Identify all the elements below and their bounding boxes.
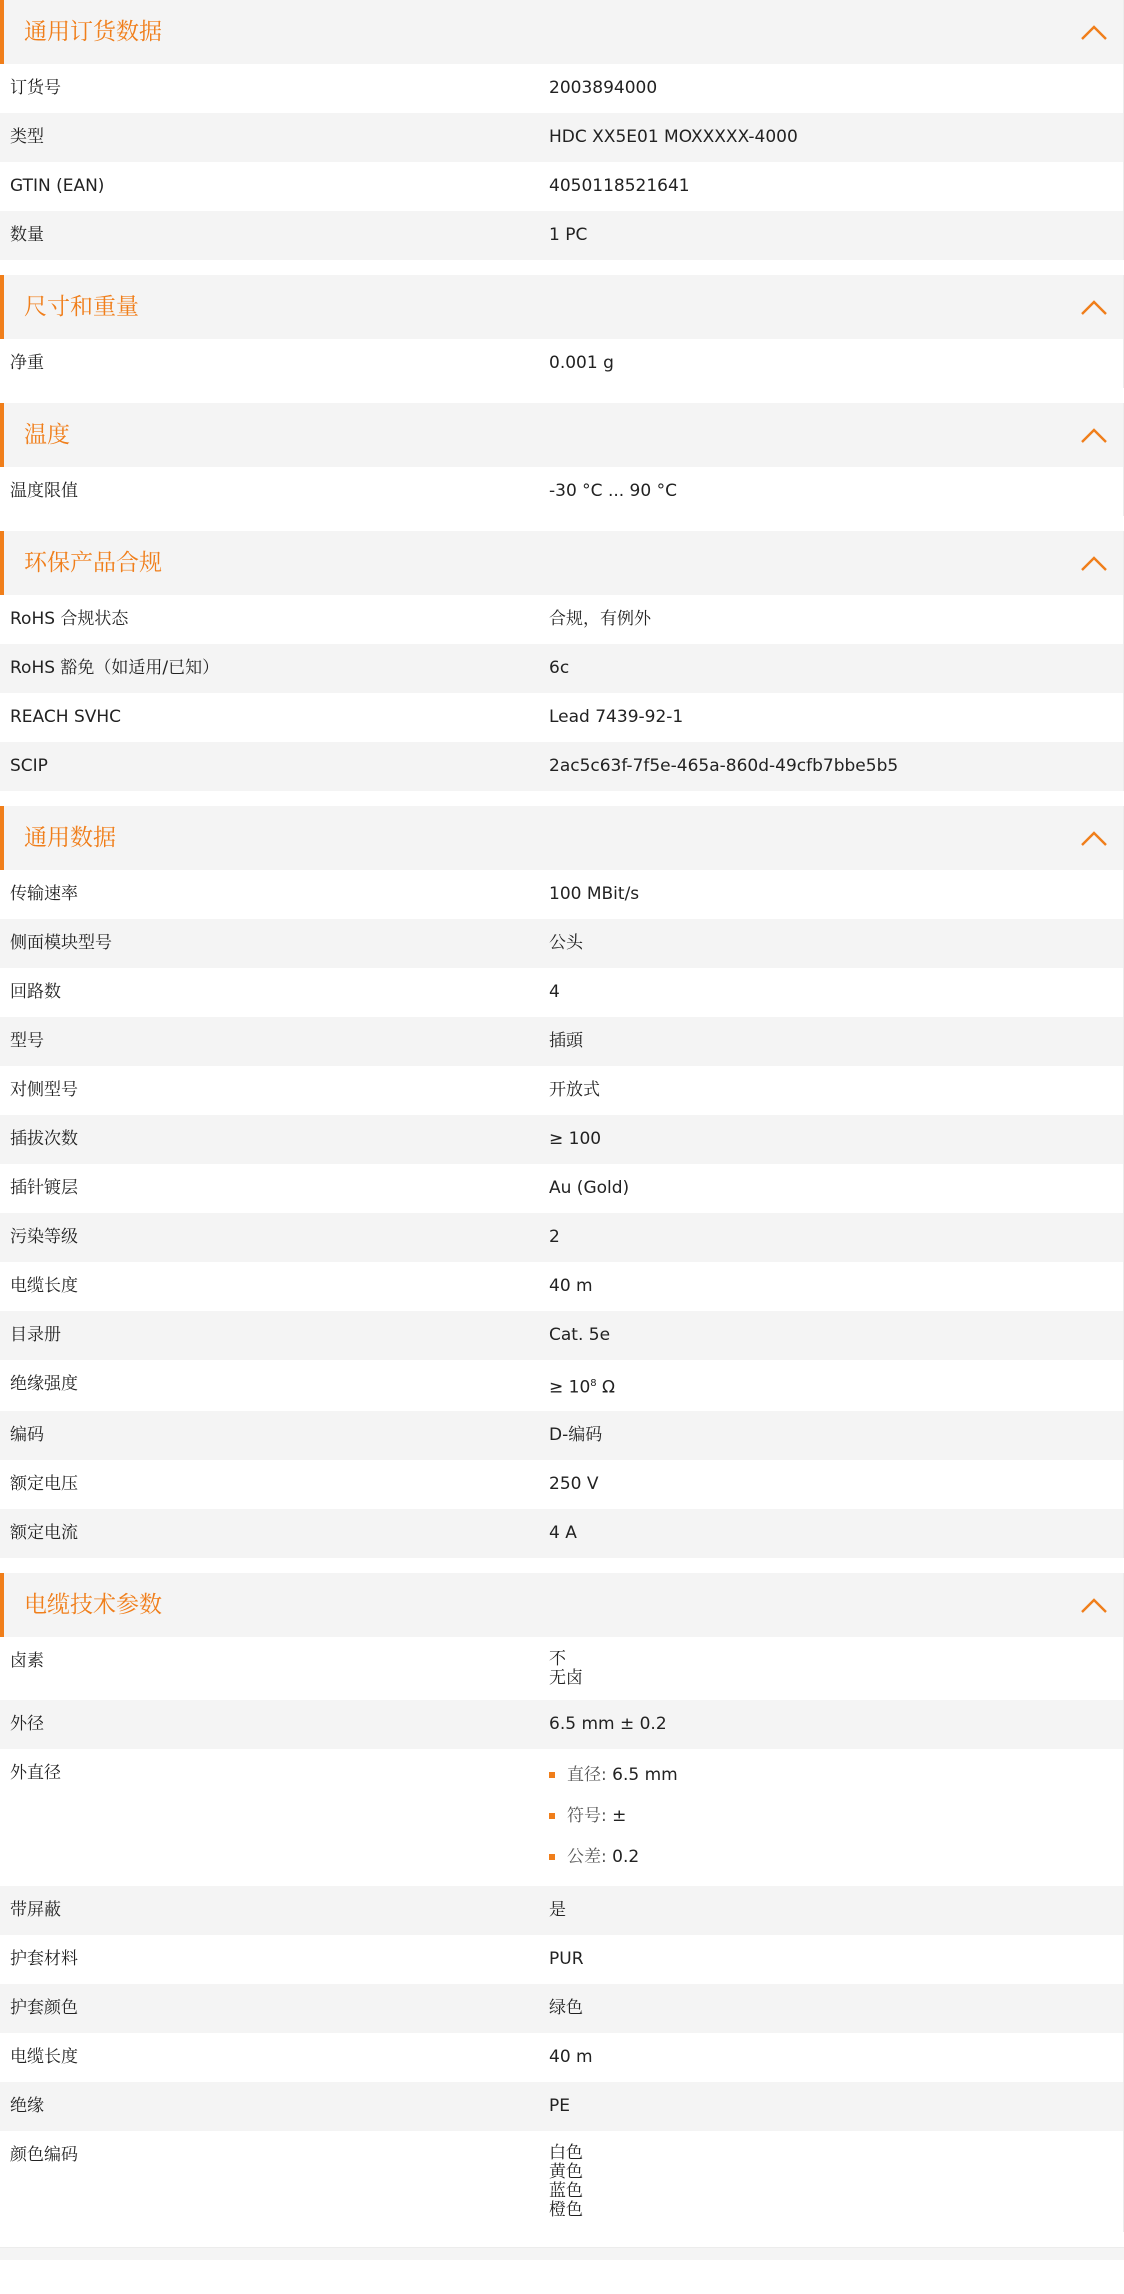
spec-value-text: 2ac5c63f-7f5e-465a-860d-49cfb7bbe5b5 bbox=[549, 756, 899, 776]
spec-row bbox=[0, 870, 1123, 919]
spec-value bbox=[539, 968, 1123, 1017]
spec-row bbox=[0, 162, 1123, 211]
spec-label: 侧面模块型号 bbox=[10, 933, 112, 953]
spec-label: 电缆长度 bbox=[10, 2046, 78, 2067]
spec-row bbox=[0, 595, 1123, 644]
spec-row bbox=[0, 1460, 1123, 1509]
spec-value-text: 1 PC bbox=[549, 225, 588, 245]
spec-row bbox=[0, 919, 1123, 968]
spec-value-text: 250 V bbox=[549, 1473, 599, 1494]
spec-value-line: 白色 bbox=[549, 2142, 583, 2163]
spec-label: 传输速率 bbox=[10, 884, 78, 904]
spec-value bbox=[539, 693, 1123, 742]
spec-value-line: 黄色 bbox=[549, 2161, 583, 2182]
spec-value-line: 橙色 bbox=[549, 2199, 583, 2220]
square-bullet-icon bbox=[549, 1813, 555, 1819]
section-body bbox=[0, 64, 1123, 260]
section-title: 通用订货数据 bbox=[24, 19, 162, 45]
section-title: 温度 bbox=[24, 422, 70, 448]
spec-value bbox=[539, 1935, 1123, 1984]
spec-value bbox=[539, 1460, 1123, 1509]
spec-value bbox=[539, 467, 1123, 516]
spec-label: 净重 bbox=[10, 353, 44, 373]
spec-label: 污染等级 bbox=[10, 1227, 78, 1247]
spec-value-text: PE bbox=[549, 2095, 570, 2116]
spec-row bbox=[0, 1115, 1123, 1164]
chevron-up-icon[interactable] bbox=[1079, 553, 1109, 573]
spec-value bbox=[539, 1509, 1123, 1558]
spec-row bbox=[0, 644, 1123, 693]
spec-value bbox=[539, 1886, 1123, 1935]
section-header[interactable] bbox=[0, 531, 1123, 595]
spec-row bbox=[0, 1262, 1123, 1311]
spec-value-text: 4 A bbox=[549, 1522, 577, 1543]
spec-row bbox=[0, 742, 1123, 791]
spec-row bbox=[0, 2082, 1123, 2131]
square-bullet-icon bbox=[549, 1772, 555, 1778]
section-body bbox=[0, 1637, 1123, 2232]
spec-value bbox=[539, 1164, 1123, 1213]
spec-value-text: Lead 7439-92-1 bbox=[549, 707, 684, 727]
spec-row bbox=[0, 1213, 1123, 1262]
spec-value-text: 0.001 g bbox=[549, 353, 614, 373]
spec-value bbox=[539, 1411, 1123, 1460]
spec-value bbox=[539, 2131, 1123, 2232]
spec-value-text: -30 °C ... 90 °C bbox=[549, 481, 677, 501]
spec-value bbox=[539, 1311, 1123, 1360]
section-body bbox=[0, 870, 1123, 1558]
spec-row bbox=[0, 1886, 1123, 1935]
spec-section bbox=[0, 403, 1124, 516]
spec-value bbox=[539, 64, 1123, 113]
spec-row bbox=[0, 1411, 1123, 1460]
section-body bbox=[0, 467, 1123, 516]
spec-value-text: D-编码 bbox=[549, 1424, 603, 1445]
section-header[interactable] bbox=[0, 0, 1123, 64]
spec-label: REACH SVHC bbox=[10, 707, 122, 727]
spec-value-text: 4050118521641 bbox=[549, 176, 690, 196]
spec-label: 温度限值 bbox=[10, 481, 78, 501]
spec-value-line: 不 bbox=[549, 1648, 566, 1669]
spec-value bbox=[539, 162, 1123, 211]
spec-value bbox=[539, 339, 1123, 388]
spec-row bbox=[0, 1637, 1123, 1700]
spec-list-item bbox=[549, 1805, 1113, 1827]
spec-row bbox=[0, 1984, 1123, 2033]
spec-label: 型号 bbox=[10, 1031, 44, 1051]
spec-label: 回路数 bbox=[10, 982, 61, 1002]
spec-label: 卤素 bbox=[10, 1650, 44, 1671]
section-title: 通用数据 bbox=[24, 825, 116, 851]
spec-label: RoHS 合规状态 bbox=[10, 609, 129, 629]
section-title: 电缆技术参数 bbox=[24, 1591, 162, 1618]
spec-value-text: 2 bbox=[549, 1227, 560, 1247]
spec-value bbox=[539, 1700, 1123, 1749]
spec-value bbox=[539, 1984, 1123, 2033]
spec-value-text: Cat. 5e bbox=[549, 1325, 611, 1345]
spec-value bbox=[539, 1262, 1123, 1311]
spec-label: 目录册 bbox=[10, 1325, 61, 1345]
spec-value-text: 6c bbox=[549, 658, 570, 678]
spec-list-key: 直径: bbox=[567, 1764, 607, 1785]
spec-list-key: 公差: bbox=[567, 1846, 607, 1867]
spec-value-text: 开放式 bbox=[549, 1080, 600, 1100]
spec-row bbox=[0, 1935, 1123, 1984]
spec-value bbox=[539, 644, 1123, 693]
spec-label: 插针镀层 bbox=[10, 1178, 78, 1198]
spec-row bbox=[0, 1066, 1123, 1115]
spec-value bbox=[539, 2082, 1123, 2131]
spec-value-unit: Ω bbox=[596, 1377, 616, 1398]
spec-list-value: 0.2 bbox=[612, 1846, 640, 1867]
spec-section bbox=[0, 275, 1124, 388]
section-title: 环保产品合规 bbox=[24, 550, 162, 576]
spec-row bbox=[0, 693, 1123, 742]
spec-label: 外直径 bbox=[10, 1762, 61, 1783]
spec-value-line: 蓝色 bbox=[549, 2180, 583, 2201]
spec-value bbox=[539, 1066, 1123, 1115]
spec-value-text: 合规，有例外 bbox=[549, 609, 651, 629]
section-title: 尺寸和重量 bbox=[24, 294, 139, 320]
spec-label: 数量 bbox=[10, 225, 44, 245]
spec-label: 额定电流 bbox=[10, 1522, 78, 1543]
spec-value bbox=[539, 1017, 1123, 1066]
spec-value bbox=[539, 919, 1123, 968]
spec-value bbox=[539, 1360, 1123, 1411]
spec-list-item bbox=[549, 1846, 1113, 1868]
spec-row bbox=[0, 339, 1123, 388]
spec-row bbox=[0, 968, 1123, 1017]
spec-value-text: 40 m bbox=[549, 2046, 593, 2067]
chevron-up-icon[interactable] bbox=[1079, 22, 1109, 42]
spec-value bbox=[539, 1749, 1123, 1886]
spec-label: 护套颜色 bbox=[10, 1997, 78, 2018]
spec-row bbox=[0, 467, 1123, 516]
spec-value-text: HDC XX5E01 MOXXXXX-4000 bbox=[549, 127, 798, 147]
spec-value-text: 是 bbox=[549, 1899, 566, 1920]
spec-section bbox=[0, 806, 1124, 1558]
section-header[interactable] bbox=[0, 275, 1123, 339]
section-header[interactable] bbox=[0, 806, 1123, 870]
spec-row bbox=[0, 2033, 1123, 2082]
spec-value bbox=[539, 1637, 1123, 1700]
spec-row bbox=[0, 1700, 1123, 1749]
spec-label: 带屏蔽 bbox=[10, 1899, 61, 1920]
spec-value-text: 4 bbox=[549, 982, 560, 1002]
spec-value-text: 绿色 bbox=[549, 1997, 583, 2018]
spec-value bbox=[539, 870, 1123, 919]
spec-value-text: 6.5 mm ± 0.2 bbox=[549, 1713, 667, 1734]
spec-value-text: 2003894000 bbox=[549, 78, 658, 98]
chevron-up-icon[interactable] bbox=[1079, 1595, 1109, 1615]
spec-value-line: 无卤 bbox=[549, 1667, 583, 1688]
chevron-up-icon[interactable] bbox=[1079, 297, 1109, 317]
spec-row bbox=[0, 1360, 1123, 1411]
spec-value-text: 100 MBit/s bbox=[549, 884, 640, 904]
spec-row bbox=[0, 1311, 1123, 1360]
spec-row bbox=[0, 2131, 1123, 2232]
spec-list-value: ± bbox=[612, 1805, 627, 1826]
spec-value-text: 40 m bbox=[549, 1276, 593, 1296]
spec-row bbox=[0, 64, 1123, 113]
spec-value-list bbox=[549, 1762, 1113, 1868]
page-footer-strip bbox=[0, 2247, 1124, 2260]
spec-label: 对侧型号 bbox=[10, 1080, 78, 1100]
spec-label: 绝缘强度 bbox=[10, 1374, 78, 1394]
spec-value bbox=[539, 2033, 1123, 2082]
spec-list-value: 6.5 mm bbox=[612, 1764, 678, 1785]
spec-value-text: PUR bbox=[549, 1948, 584, 1969]
spec-value bbox=[539, 211, 1123, 260]
spec-label: SCIP bbox=[10, 756, 48, 776]
spec-value-text: 插頭 bbox=[549, 1031, 583, 1051]
square-bullet-icon bbox=[549, 1854, 555, 1860]
spec-label: 订货号 bbox=[10, 78, 61, 98]
spec-value-text: ≥ 10 bbox=[549, 1377, 591, 1398]
spec-section bbox=[0, 0, 1124, 260]
spec-section bbox=[0, 531, 1124, 791]
section-body bbox=[0, 595, 1123, 791]
spec-list-key: 符号: bbox=[567, 1805, 607, 1826]
spec-value bbox=[539, 113, 1123, 162]
spec-value bbox=[539, 595, 1123, 644]
section-header[interactable] bbox=[0, 1573, 1123, 1637]
section-body bbox=[0, 339, 1123, 388]
spec-label: RoHS 豁免（如适用/已知） bbox=[10, 658, 220, 678]
spec-section bbox=[0, 1573, 1124, 2232]
spec-value-text: Au (Gold) bbox=[549, 1178, 630, 1198]
spec-label: GTIN (EAN) bbox=[10, 176, 105, 196]
spec-label: 编码 bbox=[10, 1424, 44, 1445]
spec-row bbox=[0, 113, 1123, 162]
spec-value-text: 公头 bbox=[549, 933, 583, 953]
section-header[interactable] bbox=[0, 403, 1123, 467]
spec-label: 绝缘 bbox=[10, 2095, 44, 2116]
spec-label: 颜色编码 bbox=[10, 2144, 78, 2165]
chevron-up-icon[interactable] bbox=[1079, 425, 1109, 445]
spec-value bbox=[539, 742, 1123, 791]
spec-value-text: ≥ 100 bbox=[549, 1129, 602, 1149]
spec-value bbox=[539, 1213, 1123, 1262]
spec-row bbox=[0, 1509, 1123, 1558]
chevron-up-icon[interactable] bbox=[1079, 828, 1109, 848]
spec-label: 电缆长度 bbox=[10, 1276, 78, 1296]
spec-label: 类型 bbox=[10, 127, 44, 147]
spec-label: 插拔次数 bbox=[10, 1129, 78, 1149]
spec-label: 护套材料 bbox=[10, 1948, 78, 1969]
spec-list-item bbox=[549, 1764, 1113, 1786]
spec-label: 外径 bbox=[10, 1713, 44, 1734]
spec-value bbox=[539, 1115, 1123, 1164]
spec-row bbox=[0, 1017, 1123, 1066]
spec-value-exponent: 8 bbox=[590, 1378, 597, 1389]
spec-row bbox=[0, 1749, 1123, 1886]
spec-label: 额定电压 bbox=[10, 1473, 78, 1494]
spec-row bbox=[0, 211, 1123, 260]
spec-row bbox=[0, 1164, 1123, 1213]
